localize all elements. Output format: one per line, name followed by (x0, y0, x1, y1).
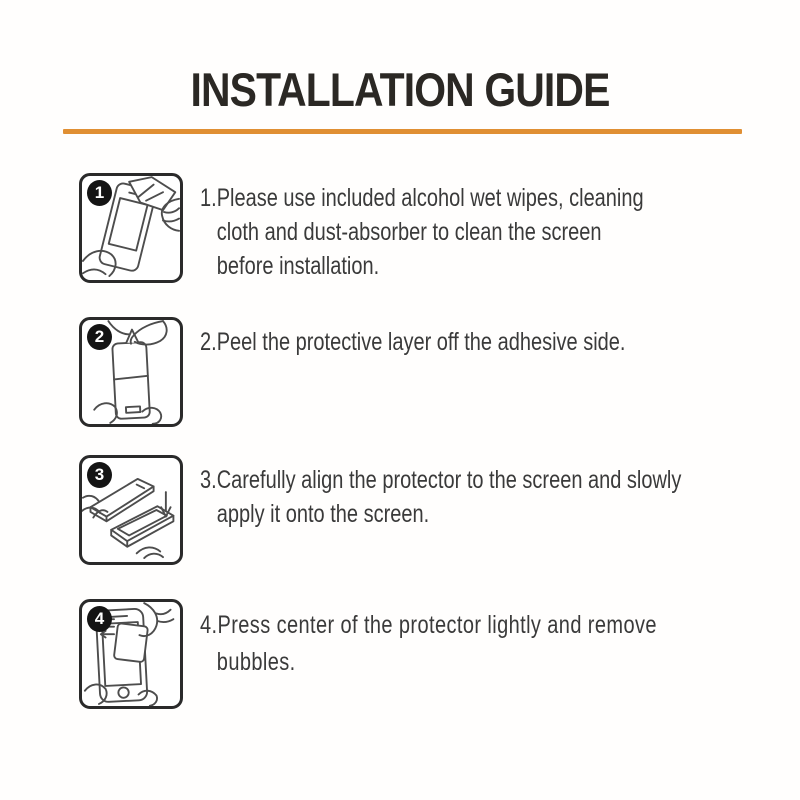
step-2-illustration-box (79, 317, 183, 427)
step-1-illustration-box (79, 173, 183, 283)
step-2-prefix: 2. (200, 328, 217, 356)
step-3-line-2: apply it onto the screen. (216, 500, 430, 528)
step-4-text (200, 607, 657, 681)
step-3-illustration-box (79, 455, 183, 565)
orange-divider-rule (63, 129, 742, 134)
step-1-number-badge (87, 180, 112, 206)
step-2-text (200, 325, 625, 359)
step-4-number: 4 (94, 609, 105, 628)
step-1-line-1: 1.Please use included alcohol wet wipes, cleaning (200, 184, 644, 212)
protective-film-drawing (112, 342, 150, 419)
step-4-prefix: 4. (200, 611, 218, 639)
step-3-line-1: 3.Carefully align the protector to the screen and slowly (200, 466, 682, 494)
step-3-number-badge (87, 462, 112, 488)
step-3-prefix: 3. (200, 466, 217, 494)
step-4-number-badge (87, 606, 112, 632)
step-4-illustration-box (79, 599, 183, 709)
step-1-number: 1 (94, 183, 105, 202)
page-title: INSTALLATION GUIDE (190, 63, 610, 116)
step-4-line-1: 4.Press center of the protector lightly and remove (200, 611, 657, 639)
step-3-number: 3 (94, 465, 105, 484)
pinching-hand-drawing (108, 321, 166, 344)
step-2-line-1: 2.Peel the protective layer off the adhesive side. (200, 328, 626, 356)
step-4-line-2: bubbles. (216, 648, 296, 676)
pressing-pad-drawing (114, 623, 148, 662)
step-2-number-badge (87, 324, 112, 350)
step-1-line-2: cloth and dust-absorber to clean the screen (216, 218, 602, 246)
step-1-text (200, 181, 644, 283)
step-2-number: 2 (94, 327, 105, 346)
step-1-prefix: 1. (200, 184, 217, 212)
step-3-text (200, 463, 681, 531)
step-1-line-3: before installation. (216, 252, 380, 280)
